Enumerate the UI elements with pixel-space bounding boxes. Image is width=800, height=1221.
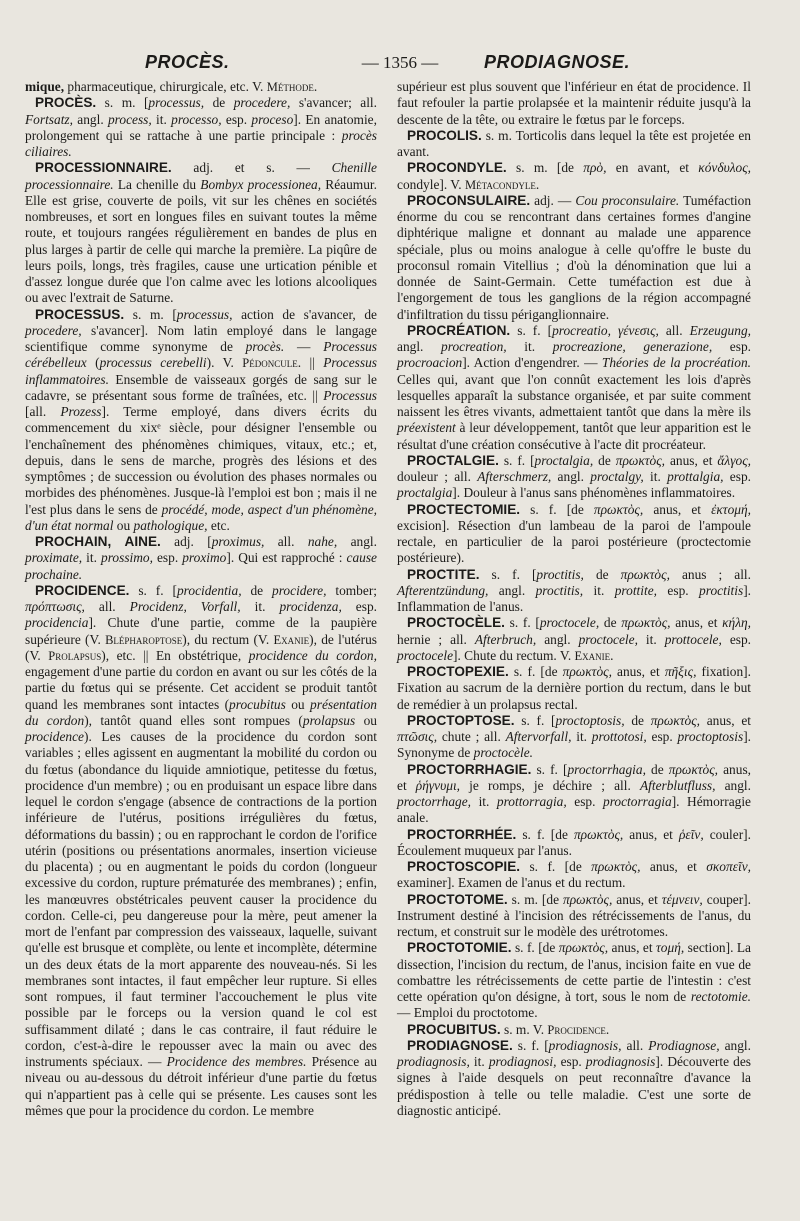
entry-text: angl. bbox=[337, 534, 377, 549]
entry-text: s. f. [ bbox=[512, 1037, 549, 1053]
italic-term: πρωκτὸς, bbox=[558, 940, 609, 956]
entry-headword: PROCTORRHÉE. bbox=[407, 826, 517, 842]
italic-term: proctalgy, bbox=[590, 469, 644, 484]
entry-headword: PROCTOPTOSE. bbox=[407, 712, 515, 728]
italic-term: procès. bbox=[245, 339, 285, 354]
entry-text: esp. bbox=[152, 550, 183, 566]
italic-term: σκοπεῖν, bbox=[706, 859, 751, 874]
entry-text: angl. bbox=[488, 582, 536, 598]
entry-text: all. bbox=[264, 534, 308, 549]
entry-headword: PROCÈS. bbox=[35, 95, 97, 111]
entry-headword: PROCTOSCOPIE. bbox=[407, 859, 521, 874]
italic-term: procreation, bbox=[441, 339, 507, 354]
italic-term: prottite, bbox=[614, 582, 658, 598]
cross-reference: Procidence bbox=[547, 1022, 606, 1037]
italic-term: procès ciliaires. bbox=[25, 127, 377, 159]
italic-term: procubitus bbox=[229, 696, 286, 712]
italic-term: procidence bbox=[25, 729, 84, 744]
dictionary-entry bbox=[397, 859, 751, 892]
italic-term: Cou proconsulaire. bbox=[575, 192, 680, 208]
italic-term: proximus, bbox=[211, 534, 265, 549]
entry-text: esp. bbox=[221, 111, 252, 127]
italic-term: procidere, bbox=[272, 582, 327, 598]
italic-term: proctocele, bbox=[578, 631, 638, 647]
italic-term: πτῶσις, bbox=[397, 729, 438, 744]
entry-headword: PROCONDYLE. bbox=[407, 160, 507, 176]
italic-term: πρωκτὸς, bbox=[650, 712, 700, 728]
entry-text: Celles qui, avant que l'on connût exactement les lois d'après lesquelles apparaît la substance organisée, et par suite comment naissent les êtres vivants, admettaient tantôt que dans la mère ils bbox=[397, 371, 751, 419]
entry-text: anus, et bbox=[612, 891, 662, 907]
italic-term: prodiagnosis, bbox=[548, 1037, 622, 1053]
italic-term: procroacion bbox=[397, 355, 463, 371]
entry-text: de bbox=[583, 566, 621, 582]
entry-text: s. f. [ bbox=[479, 566, 537, 582]
entry-text: s. m. [ bbox=[96, 95, 149, 111]
italic-term: proctitis, bbox=[535, 582, 584, 598]
dictionary-entry bbox=[397, 567, 751, 616]
entry-text: all. bbox=[84, 599, 130, 614]
italic-term: Procidenz, Vorfall, bbox=[129, 599, 241, 614]
italic-term: présentation du cordon bbox=[25, 696, 377, 728]
italic-term: process, bbox=[107, 111, 152, 127]
entry-text: ]. Douleur à l'anus sans phénomènes inflammatoires. bbox=[452, 485, 736, 501]
entry-headword: PROCIDENCE. bbox=[35, 582, 130, 598]
right-column bbox=[397, 79, 751, 1119]
italic-term: Procidence des membres. bbox=[166, 1054, 307, 1069]
italic-term: Processus inflammatoires. bbox=[25, 355, 378, 387]
entry-text: it. bbox=[471, 794, 497, 809]
entry-text: . bbox=[313, 79, 318, 94]
entry-text: ( bbox=[86, 355, 100, 371]
italic-term: πρωκτὸς, bbox=[573, 826, 624, 842]
entry-text: de bbox=[204, 95, 234, 111]
italic-term: procedere, bbox=[25, 322, 82, 338]
italic-term: procidentia, bbox=[176, 582, 242, 598]
entry-text: it. bbox=[637, 631, 665, 647]
entry-headword: PROCTECTOMIE. bbox=[407, 501, 521, 517]
entry-headword: PROCTORRHAGIE. bbox=[407, 761, 532, 777]
entry-text: ]. Chute d'une partie, comme de la paupière supérieure (V. bbox=[25, 615, 377, 647]
entry-text: anus, et bbox=[643, 501, 712, 517]
entry-text: it. bbox=[151, 111, 172, 127]
italic-term: ῥήγνυμι, bbox=[415, 777, 461, 793]
entry-text: anus, et bbox=[665, 452, 718, 468]
entry-text: s. m. Torticolis dans lequel la tête est projetée en avant. bbox=[397, 127, 751, 159]
continued-text bbox=[397, 79, 751, 128]
entry-text: esp. bbox=[712, 339, 752, 354]
italic-term: prottalgia, bbox=[667, 469, 724, 484]
italic-term: procedere, bbox=[233, 95, 291, 111]
entry-text: action de s'avancer, de bbox=[232, 306, 378, 322]
italic-term: prottorragia, bbox=[496, 794, 567, 809]
dictionary-entry bbox=[25, 583, 377, 1119]
dictionary-entry bbox=[397, 892, 751, 941]
entry-text: it. bbox=[240, 599, 280, 614]
italic-term: πρωκτὸς, bbox=[620, 566, 670, 582]
italic-term: nahe, bbox=[307, 534, 338, 549]
entry-text: all. bbox=[621, 1037, 649, 1053]
entry-headword: PROCTOPEXIE. bbox=[407, 664, 509, 679]
dictionary-entry bbox=[397, 615, 751, 664]
entry-headword: PROCTALGIE. bbox=[407, 452, 499, 468]
entry-text: ]. Hémorragie anale. bbox=[397, 794, 751, 826]
entry-headword: PROCONSULAIRE. bbox=[407, 192, 531, 208]
entry-text: ), etc. || En obstétrique, bbox=[101, 647, 249, 663]
italic-term: τέμνειν, bbox=[661, 891, 703, 907]
italic-term: procidence du cordon, bbox=[248, 647, 377, 663]
entry-text: s. f. [ bbox=[514, 712, 556, 728]
entry-text: Présence au niveau ou au-dessous du détroit inférieur d'une partie du fœtus qui n'appartient pas à celle qui se présente. Les causes sont les mêmes que pour la procidence du cordon. Le membre bbox=[25, 1054, 377, 1118]
italic-term: processus, bbox=[176, 306, 233, 322]
entry-text: je romps, je déchire ; all. bbox=[460, 777, 640, 793]
dictionary-entry bbox=[397, 713, 751, 762]
entry-text: . bbox=[535, 176, 540, 192]
cross-reference: Blépharoptose bbox=[105, 632, 183, 647]
italic-term: proctalgia bbox=[397, 485, 453, 501]
italic-term: proctorragia bbox=[603, 794, 672, 809]
entry-text: it. bbox=[643, 469, 668, 484]
italic-term: πρωκτὸς, bbox=[621, 615, 671, 631]
entry-text: de bbox=[624, 712, 651, 728]
entry-text: s. f. [ bbox=[510, 322, 553, 338]
italic-term: πρωκτὸς, bbox=[591, 859, 641, 874]
entry-headword: PROCTOTOME. bbox=[407, 891, 508, 907]
entry-headword: PROCESSIONNAIRE. bbox=[35, 160, 172, 176]
entry-text: it. bbox=[82, 550, 101, 566]
italic-term: Afterschmerz, bbox=[477, 469, 552, 484]
entry-text: s. m. V. bbox=[500, 1021, 548, 1037]
entry-text: adj. [ bbox=[160, 534, 212, 549]
entry-text: ]. Terme employé, dans divers écrits du commencement du xixᵉ siècle, pour désigner l'ensemble ou l'enchaînement des phénomènes chimiques, vitaux, etc.; et, depuis, dans le sens de marche, progrès des lésions et des symptômes ; de succession ou évolution des phases normales ou morbides des phénomènes. Jusque-là l'emploi est bon ; mais il ne l'est plus dans le sens de bbox=[25, 404, 377, 517]
entry-text: adj. et s. — bbox=[171, 160, 332, 176]
italic-term: Aftervorfall, bbox=[505, 729, 572, 744]
italic-term: processus cerebelli bbox=[99, 355, 207, 371]
italic-term: préexistent bbox=[397, 420, 456, 436]
entry-text: s. f. [de bbox=[508, 664, 563, 679]
entry-text: anus, et bbox=[397, 761, 751, 793]
italic-term: πρωκτὸς, bbox=[668, 761, 719, 777]
entry-text: all. bbox=[658, 322, 690, 338]
cross-reference: Méthode bbox=[266, 80, 314, 94]
entry-text: mique, bbox=[25, 79, 65, 94]
italic-term: proctocèle. bbox=[473, 745, 533, 761]
entry-text: excision]. Résection d'un lambeau de la paroi de l'ampoule rectale, en particulier de la paroi postérieure (proctectomie postérieure). bbox=[397, 517, 751, 566]
italic-term: prodiagnosi, bbox=[488, 1054, 557, 1069]
entry-headword: PROCUBITUS. bbox=[407, 1021, 501, 1037]
entry-text: supérieur est plus souvent que l'inférieur en état de procidence. Il faut refouler la partie prolapsée et la maintenir réduite jusqu'à la descente de la tête, ou extraire le fœtus par le forceps. bbox=[397, 79, 751, 127]
entry-text: anus, et bbox=[611, 664, 665, 679]
entry-text: esp. bbox=[721, 631, 752, 647]
entry-headword: PROCOLIS. bbox=[407, 127, 482, 143]
italic-term: procreatio, γένεσις, bbox=[552, 322, 659, 338]
entry-text: . || bbox=[297, 355, 324, 371]
entry-text: anus ; all. bbox=[669, 566, 751, 582]
entry-text: chute ; all. bbox=[437, 729, 506, 744]
dictionary-entry bbox=[397, 1022, 751, 1038]
entry-text: ]. Qui est rapproché : bbox=[226, 550, 347, 566]
entry-text: it. bbox=[469, 1054, 489, 1069]
dictionary-entry bbox=[25, 534, 377, 583]
entry-text: de bbox=[241, 582, 273, 598]
entry-text: angl. bbox=[551, 469, 591, 484]
dictionary-entry bbox=[397, 160, 751, 193]
entry-text: ]. Chute du rectum. V. bbox=[453, 647, 575, 663]
italic-term: prodiagnosis bbox=[585, 1054, 656, 1069]
entry-text: Réaumur. Elle est grise, couverte de poils, vit sur les chênes en sociétés nombreuses, et sort en longues files en suivant toutes la même route, et toujours rangées régulièrement en bandes de plus en plus larges à partir de celle qui marche la première. La piqûre de leurs poils, longs, très fragiles, cause une urtication pénible et d'assez longue durée que l'on calme avec les lotions alcooliques ou avec l'extrait de Saturne. bbox=[25, 176, 377, 306]
entry-text: s. m. [de bbox=[507, 891, 563, 907]
entry-text: ou bbox=[113, 517, 134, 533]
italic-term: cause prochaine. bbox=[25, 550, 377, 582]
header-left-word: PROCÈS. bbox=[145, 52, 230, 72]
italic-term: prodiagnosis, bbox=[397, 1054, 470, 1069]
entry-text: s. m. [ bbox=[124, 306, 177, 322]
dictionary-entry bbox=[397, 664, 751, 713]
italic-term: prolapsus bbox=[302, 712, 356, 728]
dictionary-entry bbox=[397, 453, 751, 502]
entry-text: s. f. [ bbox=[531, 761, 568, 777]
entry-text: La chenille du bbox=[113, 176, 201, 192]
entry-text: s'avancer]. Nom latin employé dans le langage scientifique comme synonyme de bbox=[25, 322, 377, 354]
entry-text: pharmaceutique, chirurgicale, etc. V. bbox=[64, 79, 267, 94]
entry-text: angl. bbox=[719, 1037, 751, 1053]
entry-text: de bbox=[593, 452, 616, 468]
italic-term: πρωκτὸς, bbox=[615, 452, 666, 468]
entry-text: esp. bbox=[723, 469, 752, 484]
left-column bbox=[25, 79, 377, 1119]
italic-term: proximo bbox=[182, 550, 227, 566]
entry-headword: PROCRÉATION. bbox=[407, 322, 511, 338]
dictionary-entry bbox=[397, 323, 751, 453]
entry-text: ). V. bbox=[206, 355, 243, 371]
entry-text: couler]. Écoulement muqueux par l'anus. bbox=[397, 826, 751, 858]
italic-term: Processus cérébelleux bbox=[25, 339, 377, 371]
italic-term: proximate, bbox=[25, 550, 83, 566]
entry-text: anus, et bbox=[670, 615, 723, 631]
entry-text: anus, et bbox=[640, 859, 707, 874]
running-head bbox=[30, 52, 770, 78]
continued-text bbox=[25, 79, 377, 95]
entry-text: angl. bbox=[397, 339, 442, 354]
entry-text: tomber; bbox=[326, 582, 377, 598]
italic-term: proctoptosis bbox=[677, 729, 744, 744]
entry-text: ]. Découverte des signes à l'aide desquels on peut reconnaître d'avance la prédispostion à telle ou telle maladie. C'est une sorte de diagnostic anticipé. bbox=[397, 1054, 752, 1118]
italic-term: ῥεῖν, bbox=[678, 826, 704, 842]
italic-term: prottocele, bbox=[664, 631, 722, 647]
entry-text: esp. bbox=[646, 729, 678, 744]
italic-term: τομή, bbox=[656, 940, 685, 956]
entry-text: ]. Synonyme de bbox=[397, 729, 752, 761]
italic-term: proctoptosis, bbox=[555, 712, 625, 728]
entry-text: anus, et bbox=[699, 712, 751, 728]
entry-text: Ensemble de vaisseaux gorgés de sang sur le cadavre, se présentant sous forme de traînées, etc. || bbox=[25, 371, 377, 403]
entry-text: ), du rectum (V. bbox=[182, 631, 274, 647]
entry-text: s. f. [ bbox=[129, 582, 177, 598]
entry-text: douleur ; all. bbox=[397, 469, 478, 484]
italic-term: Théories de la procréation. bbox=[601, 355, 751, 371]
entry-text: . bbox=[610, 647, 614, 663]
italic-term: Afterbruch, bbox=[474, 631, 537, 647]
italic-term: Processus bbox=[323, 387, 377, 403]
italic-term: πρωκτὸς, bbox=[593, 501, 644, 517]
entry-text: anus, et bbox=[608, 940, 657, 956]
entry-text: ), tantôt quand elles sont rompues ( bbox=[84, 712, 303, 728]
entry-text: it. bbox=[571, 729, 592, 744]
entry-headword: PROCTITE. bbox=[407, 566, 480, 582]
entry-text: examiner]. Examen de l'anus et du rectum. bbox=[397, 875, 626, 891]
italic-term: rectotomie. bbox=[690, 989, 751, 1004]
italic-term: Afterblutfluss, bbox=[639, 777, 716, 793]
italic-term: proctocele, bbox=[539, 615, 600, 631]
entry-text: ), de l'utérus (V. bbox=[25, 631, 377, 663]
entry-text: s. m. [de bbox=[506, 160, 584, 176]
dictionary-entry bbox=[397, 762, 751, 827]
entry-text: adj. — bbox=[530, 192, 576, 208]
cross-reference: Exanie bbox=[574, 648, 611, 663]
dictionary-entry bbox=[25, 307, 377, 535]
italic-term: ἄλγος, bbox=[717, 452, 751, 468]
entry-text: esp. bbox=[657, 582, 700, 598]
entry-text: s. f. [de bbox=[520, 859, 592, 874]
italic-term: πρωκτὸς, bbox=[563, 891, 613, 907]
entry-text: ]. En anatomie, prolongement qui se rattache à une partie principale : bbox=[25, 111, 377, 143]
dictionary-entry bbox=[397, 940, 751, 1021]
cross-reference: Prolapsus bbox=[48, 648, 102, 663]
italic-term: processus, bbox=[148, 95, 205, 111]
entry-text: fixation]. Fixation au sacrum de la dernière portion du rectum, dans le but de remédier à un prolapsus rectal. bbox=[397, 664, 751, 712]
italic-term: πρόπτωσις, bbox=[25, 599, 85, 614]
entry-text: section]. La dissection, l'incision du rectum, de l'anus, incision faite en vue de combattre les rétrécissements de cette partie de l'intestin : c'est cette opération qu'on désigne, à tort, sous le nom de bbox=[397, 940, 751, 1004]
entry-text: it. bbox=[583, 582, 615, 598]
entry-text: . bbox=[605, 1021, 610, 1037]
italic-term: procreazione, generazione, bbox=[552, 339, 713, 354]
italic-term: πρωκτὸς, bbox=[562, 664, 612, 679]
entry-text: ou bbox=[355, 712, 377, 728]
italic-term: procidencia bbox=[25, 615, 89, 631]
entry-text: ou bbox=[285, 696, 311, 712]
entry-text: — Emploi du proctotome. bbox=[397, 1005, 538, 1021]
entry-text: ). Les causes de la procidence du cordon sont variables ; elles agissent en augmentant la mobilité du cordon ou du fœtus (abondance du liquide amniotique, petitesse du fœtus, procidence d'un membre) ; ou en produisant un espace libre dans lequel le cordon s'engage (absence de contractions de la portion inférieure de l'utérus, positions irrégulières du fœtus, déformations du bassin) ; ou en rapprochant le cordon de l'orifice utérin (positions ou présentations anormales, insertion vicieuse du placenta) ; ou en augmentant le poids du cordon (longueur excessive du cordon, rupture prématurée des membranes) ; enfin, les manœuvres obstétricales peuvent causer la procidence du cordon. Celle-ci, peu dangereuse pour la mère, peut amener la mort de l'enfant par compression des vaisseaux, laquelle, suivant qu'elle est brusque et complète, ou lente et incomplète, détermine un des deux états de la mort apparente des nouveau-nés. Si les membranes sont intactes, il faut empêcher leur rupture. Si elles sont rompues, il faut terminer l'accouchement le plus vite possible par le forceps ou la version quand le col est suffisamment dilaté ; dans le cas contraire, il faut réduire le cordon, c'est-à-dire le repousser avec la main ou avec des instruments spéciaux. — bbox=[25, 729, 377, 1069]
italic-term: Erzeugung, bbox=[689, 322, 751, 338]
entry-headword: PRODIAGNOSE. bbox=[407, 1037, 513, 1053]
dictionary-entry bbox=[25, 95, 377, 160]
entry-text: de bbox=[599, 615, 622, 631]
italic-term: prossimo, bbox=[101, 550, 153, 566]
page-number: — 1356 — bbox=[361, 53, 439, 72]
italic-term: procidenza, bbox=[279, 599, 342, 614]
entry-text: anus, et bbox=[623, 826, 679, 842]
entry-text: angl. bbox=[73, 111, 108, 127]
italic-term: πῆξις, bbox=[664, 664, 697, 679]
entry-text: hernie ; all. bbox=[397, 631, 475, 647]
entry-text: esp. bbox=[566, 794, 603, 809]
italic-term: proctitis bbox=[699, 582, 744, 598]
header-right-word: PRODIAGNOSE. bbox=[483, 52, 630, 72]
entry-text: Tuméfaction énorme du cou se rencontrant dans certaines formes d'angine diphtérique maligne et donnant au malade une apparence spéciale, plus ou moins analogue à celle qu'offre le buste du proconsul romain Vitellius ; d'où la dénomination que lui a donnée de Saint-Germain. Cette tuméfaction est due à l'engorgement de tous les ganglions de la région accompagné d'infiltration du tissu périganglionnaire. bbox=[397, 192, 752, 322]
dictionary-entry bbox=[397, 827, 751, 860]
entry-text: esp. bbox=[341, 599, 378, 614]
entry-text: couper]. Instrument destiné à l'incision des rétrécissements de l'anus, du rectum, et construit sur le modèle des urétrotomes. bbox=[397, 891, 751, 939]
entry-text: s'avancer; all. bbox=[290, 95, 378, 111]
entry-headword: PROCHAIN, AINE. bbox=[35, 534, 161, 549]
italic-term: processo, bbox=[171, 111, 222, 127]
entry-text: condyle]. V. bbox=[397, 176, 465, 192]
entry-text: — bbox=[284, 339, 324, 354]
entry-text: s. f. [de bbox=[511, 940, 559, 956]
italic-term: prottotosi, bbox=[591, 729, 647, 744]
italic-term: Fortsatz, bbox=[25, 111, 73, 127]
entry-headword: PROCTOTOMIE. bbox=[407, 940, 512, 956]
italic-term: pathologique, bbox=[133, 517, 208, 533]
entry-text: s. f. [de bbox=[516, 826, 574, 842]
dictionary-entry bbox=[397, 1038, 751, 1119]
cross-reference: Métacondyle bbox=[464, 177, 536, 192]
entry-text: engagement d'une partie du cordon en avant ou sur les côtés de la partie du fœtus qui se présente. Cet accident se produit tantôt quand les membranes sont intactes ( bbox=[25, 664, 377, 712]
italic-term: Prodiagnose, bbox=[648, 1037, 720, 1053]
entry-text: [all. bbox=[25, 404, 61, 419]
entry-headword: PROCTOCÈLE. bbox=[407, 615, 505, 631]
entry-text: etc. bbox=[207, 517, 230, 533]
entry-text: angl. bbox=[715, 777, 751, 793]
cross-reference: Pédoncule bbox=[242, 356, 298, 371]
entry-text: esp. bbox=[556, 1054, 586, 1069]
italic-term: ἐκτομή, bbox=[711, 501, 751, 517]
italic-term: proceso bbox=[251, 111, 294, 127]
italic-term: Afterentzündung, bbox=[397, 582, 489, 598]
entry-text: angl. bbox=[536, 631, 579, 647]
italic-term: proctitis, bbox=[536, 566, 584, 582]
italic-term: κόνδυλος, bbox=[698, 160, 751, 176]
italic-term: κήλη, bbox=[722, 615, 751, 631]
cross-reference: Exanie bbox=[273, 632, 310, 647]
entry-text: ]. Inflammation de l'anus. bbox=[397, 582, 751, 614]
italic-term: proctocele bbox=[397, 647, 454, 663]
dictionary-entry bbox=[397, 193, 751, 323]
italic-term: Chenille processionnaire. bbox=[25, 160, 377, 192]
entry-text: it. bbox=[506, 339, 553, 354]
italic-term: proctorrhage, bbox=[397, 794, 472, 809]
dictionary-entry bbox=[397, 128, 751, 161]
italic-term: procédé, mode, aspect d'un phénomène, d'un état normal bbox=[25, 501, 377, 533]
entry-text: s. f. [ bbox=[498, 452, 535, 468]
dictionary-entry bbox=[397, 502, 751, 567]
entry-text: ]. Action d'engendrer. — bbox=[462, 355, 602, 371]
entry-text: s. f. [de bbox=[520, 501, 594, 517]
italic-term: Prozess bbox=[60, 404, 102, 419]
italic-term: Bombyx processionea, bbox=[200, 176, 322, 192]
italic-term: proctorrhagia, bbox=[567, 761, 646, 777]
entry-text: en avant, et bbox=[606, 160, 699, 176]
italic-term: proctalgia, bbox=[534, 452, 594, 468]
entry-text: s. f. [ bbox=[504, 615, 540, 631]
dictionary-entry bbox=[25, 160, 377, 306]
entry-text: à leur développement, tantôt que leur apparition est le résultat d'une création consécutive à l'acte dit procréateur. bbox=[397, 420, 751, 452]
entry-headword: PROCESSUS. bbox=[35, 306, 125, 322]
entry-text: de bbox=[645, 761, 669, 777]
italic-term: πρὸ, bbox=[583, 160, 607, 176]
